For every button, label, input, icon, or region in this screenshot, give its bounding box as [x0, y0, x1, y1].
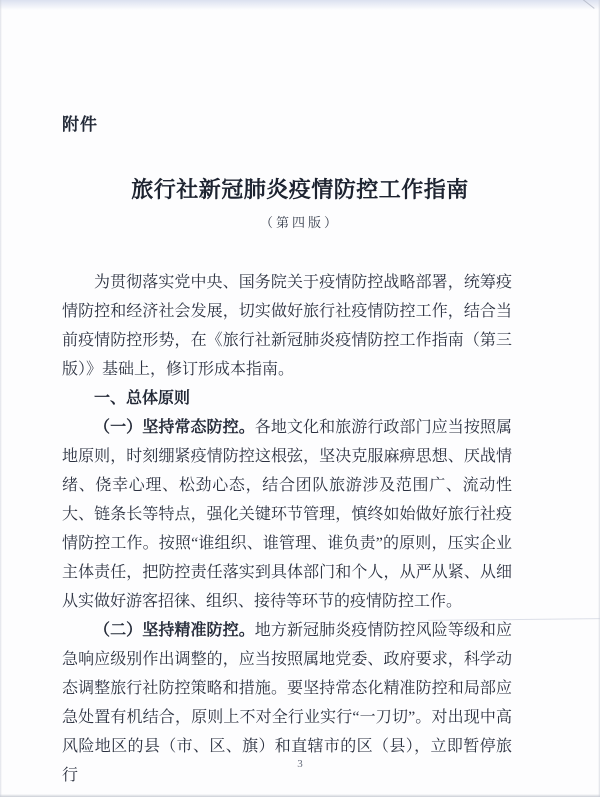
scan-artifact-scratch: [581, 0, 594, 9]
body-paragraph: （二）坚持精准防控。地方新冠肺炎疫情防控风险等级和应急响应级别作出调整的，应当按照属地党委、政府要求，科学动态调整旅行社防控策略和措施。要坚持常态化精准防控和局部应急处置有机结合，原则上不对全行业实行“一刀切”。对出现中高风险地区的县（市、区、旗）和直辖市的区（县），立即暂停旅行: [62, 622, 512, 784]
body-paragraph: 为贯彻落实党中央、国务院关于疫情防控战略部署，统筹疫情防控和经济社会发展，切实做好旅行社疫情防控工作，结合当前疫情防控形势，在《旅行社新冠肺炎疫情防控工作指南（第三版）》基础上，修订形成本指南。: [62, 274, 512, 378]
paragraph-lead: （一）坚持常态防控。: [94, 419, 255, 436]
annex-label: 附件: [62, 115, 98, 134]
body-paragraph: （一）坚持常态防控。各地文化和旅游行政部门应当按照属地原则，时刻绷紧疫情防控这根弦，坚决克服麻痹思想、厌战情绪、侥幸心理、松劲心态，结合团队旅游涉及范围广、流动性大、链条长等特点，强化关键环节管理，慎终如始做好旅行社疫情防控工作。按照“谁组织、谁管理、谁负责”的原则，压实企业主体责任，把防控责任落实到具体部门和个人，从严从紧、从细从实做好游客招徕、组织、接待等环节的疫情防控工作。: [62, 419, 512, 610]
section-heading: 一、总体原则: [94, 390, 191, 407]
scan-artifact-top-edge: [0, 0, 600, 10]
page-number: 3: [297, 758, 303, 770]
document-title: 旅行社新冠肺炎疫情防控工作指南: [131, 177, 469, 202]
scan-artifact-left-edge: [0, 0, 2, 797]
document-body: [62, 268, 512, 790]
paragraph-lead: （二）坚持精准防控。: [94, 622, 255, 639]
document-edition: （第四版）: [259, 215, 340, 230]
